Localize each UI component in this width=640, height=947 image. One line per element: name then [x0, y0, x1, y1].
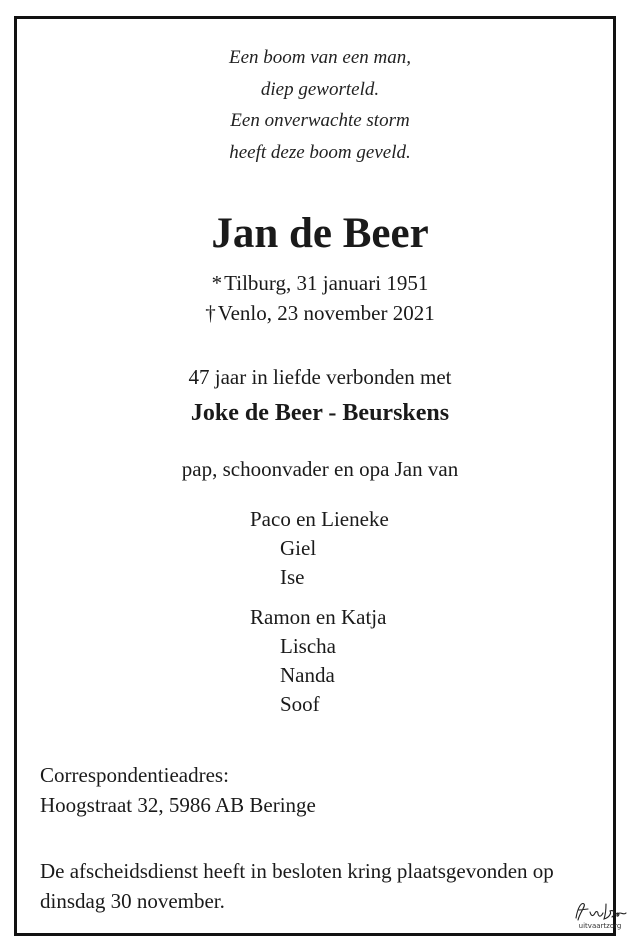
- birth-text: Tilburg, 31 januari 1951: [224, 271, 429, 295]
- correspondence-block: [40, 760, 316, 820]
- death-text: Venlo, 23 november 2021: [217, 301, 435, 325]
- family-child: Lischa: [280, 634, 336, 658]
- deceased-name: Jan de Beer: [211, 210, 429, 257]
- poem-line: Een boom van een man,: [228, 47, 412, 68]
- death-line: [0, 298, 640, 328]
- birth-line: [0, 268, 640, 298]
- logo-caption: uitvaartzorg: [578, 922, 622, 930]
- family-child: Giel: [280, 536, 317, 560]
- service-notice: De afscheidsdienst heeft in besloten kring plaatsgevonden op dinsdag 30 november.: [40, 859, 554, 913]
- poem-line: heeft deze boom geveld.: [229, 141, 411, 163]
- spouse-name: Joke de Beer - Beurskens: [190, 400, 450, 426]
- poem-line: diep geworteld.: [260, 78, 380, 100]
- poem: [0, 42, 640, 168]
- family-parents: Ramon en Katja: [250, 605, 387, 629]
- life-dates: [0, 268, 640, 328]
- family-group: [250, 603, 386, 719]
- family-child: Ise: [280, 565, 305, 589]
- family-child: Soof: [280, 692, 320, 716]
- family-group: [250, 505, 389, 592]
- cross-icon: †: [205, 301, 216, 325]
- family-parents: Paco en Lieneke: [250, 507, 389, 531]
- role-line: pap, schoonvader en opa Jan van: [181, 457, 459, 481]
- marriage-line: 47 jaar in liefde verbonden met: [188, 365, 452, 389]
- signature-glyph: [570, 898, 630, 924]
- correspondence-label: Correspondentieadres:: [40, 763, 229, 787]
- birth-symbol: *: [211, 271, 223, 295]
- family-child: Nanda: [280, 663, 335, 687]
- signature-logo-icon: [570, 898, 630, 934]
- correspondence-address: Hoogstraat 32, 5986 AB Beringe: [40, 793, 316, 817]
- poem-line: Een onverwachte storm: [230, 110, 410, 131]
